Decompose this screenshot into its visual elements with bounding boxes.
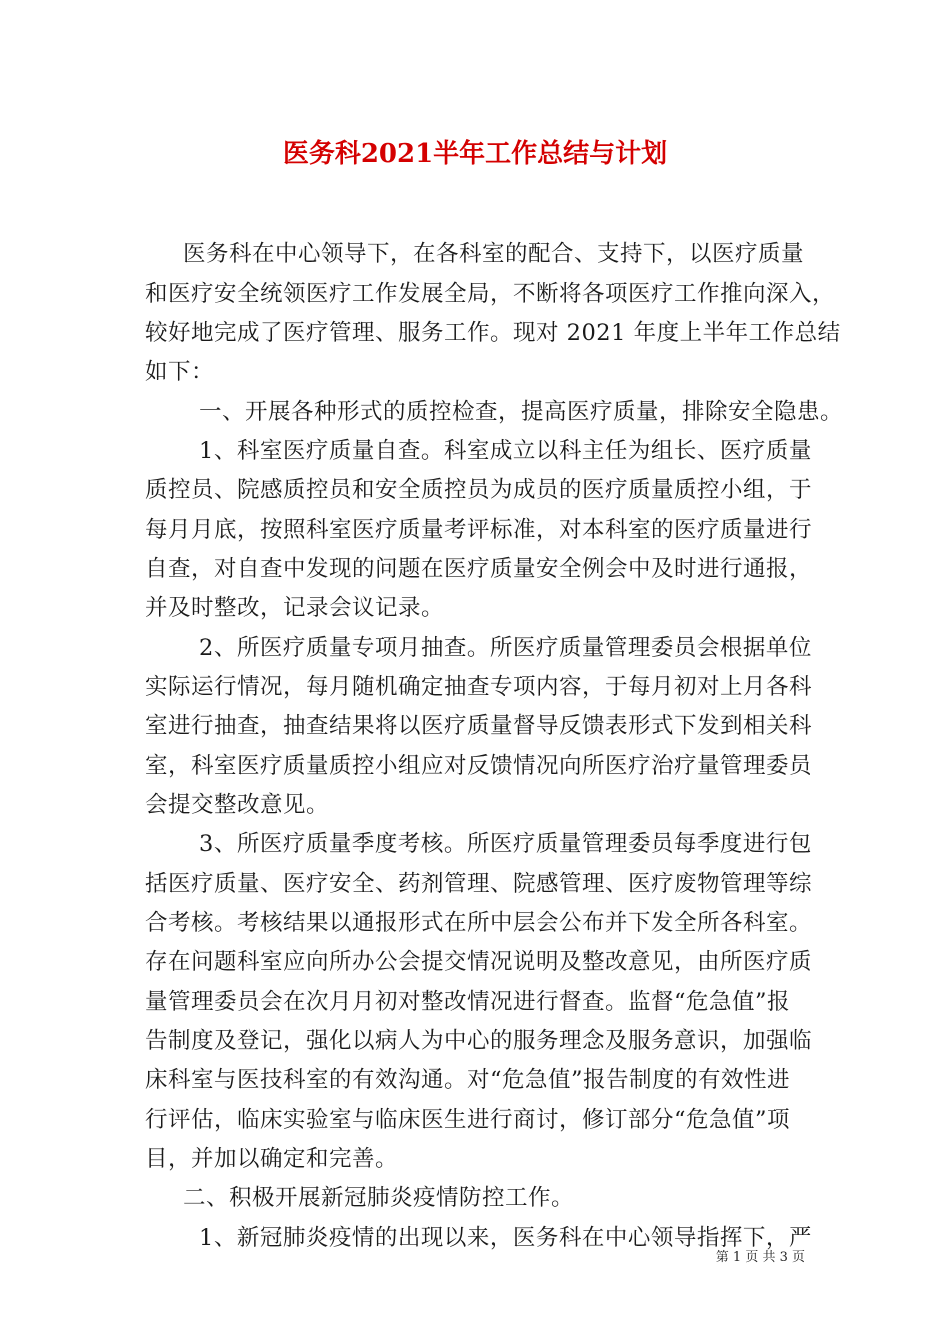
paragraph-line: 1、科室医疗质量自查。科室成立以科主任为组长、医疗质量 <box>199 438 812 464</box>
paragraph-line: 如下： <box>145 359 215 385</box>
paragraph-line: 合考核。考核结果以通报形式在所中层会公布并下发全所各科室。 <box>145 910 813 936</box>
paragraph-line: 行评估，临床实验室与临床医生进行商讨，修订部分“危急值”项 <box>145 1107 791 1133</box>
paragraph-line: 2、所医疗质量专项月抽查。所医疗质量管理委员会根据单位 <box>199 635 812 661</box>
paragraph-line: 3、所医疗质量季度考核。所医疗质量管理委员每季度进行包 <box>199 831 812 857</box>
paragraph-line: 医务科在中心领导下，在各科室的配合、支持下，以医疗质量 <box>183 241 805 267</box>
paragraph-line: 会提交整改意见。 <box>145 792 330 818</box>
paragraph-line: 室进行抽查，抽查结果将以医疗质量督导反馈表形式下发到相关科 <box>145 713 813 739</box>
section-heading: 一、开展各种形式的质控检查，提高医疗质量，排除安全隐患。 <box>199 399 844 425</box>
paragraph-line: 量管理委员会在次月月初对整改情况进行督查。监督“危急值”报 <box>145 989 791 1015</box>
paragraph-line: 目，并加以确定和完善。 <box>145 1146 399 1172</box>
paragraph-line: 1、新冠肺炎疫情的出现以来，医务科在中心领导指挥下，严 <box>199 1225 812 1251</box>
paragraph-line: 较好地完成了医疗管理、服务工作。现对 2021 年度上半年工作总结 <box>145 320 841 346</box>
paragraph-line: 括医疗质量、医疗安全、药剂管理、院感管理、医疗废物管理等综 <box>145 871 813 897</box>
paragraph-line: 床科室与医技科室的有效沟通。对“危急值”报告制度的有效性进 <box>145 1067 791 1093</box>
paragraph-line: 存在问题科室应向所办公会提交情况说明及整改意见，由所医疗质 <box>145 949 813 975</box>
paragraph-line: 室，科室医疗质量质控小组应对反馈情况向所医疗治疗量管理委员 <box>145 753 813 779</box>
paragraph-line: 自查，对自查中发现的问题在医疗质量安全例会中及时进行通报， <box>145 556 813 582</box>
paragraph-line: 实际运行情况，每月随机确定抽查专项内容，于每月初对上月各科 <box>145 674 813 700</box>
paragraph-line: 质控员、院感质控员和安全质控员为成员的医疗质量质控小组，于 <box>145 477 813 503</box>
document-title: 医务科2021半年工作总结与计划 <box>282 139 668 169</box>
paragraph-line: 和医疗安全统领医疗工作发展全局，不断将各项医疗工作推向深入， <box>145 281 836 307</box>
section-heading: 二、积极开展新冠肺炎疫情防控工作。 <box>183 1185 575 1211</box>
paragraph-line: 并及时整改，记录会议记录。 <box>145 595 445 621</box>
page-number: 第 1 页 共 3 页 <box>715 1250 805 1265</box>
paragraph-line: 告制度及登记，强化以病人为中心的服务理念及服务意识，加强临 <box>145 1028 813 1054</box>
paragraph-line: 每月月底，按照科室医疗质量考评标准，对本科室的医疗质量进行 <box>145 517 813 543</box>
